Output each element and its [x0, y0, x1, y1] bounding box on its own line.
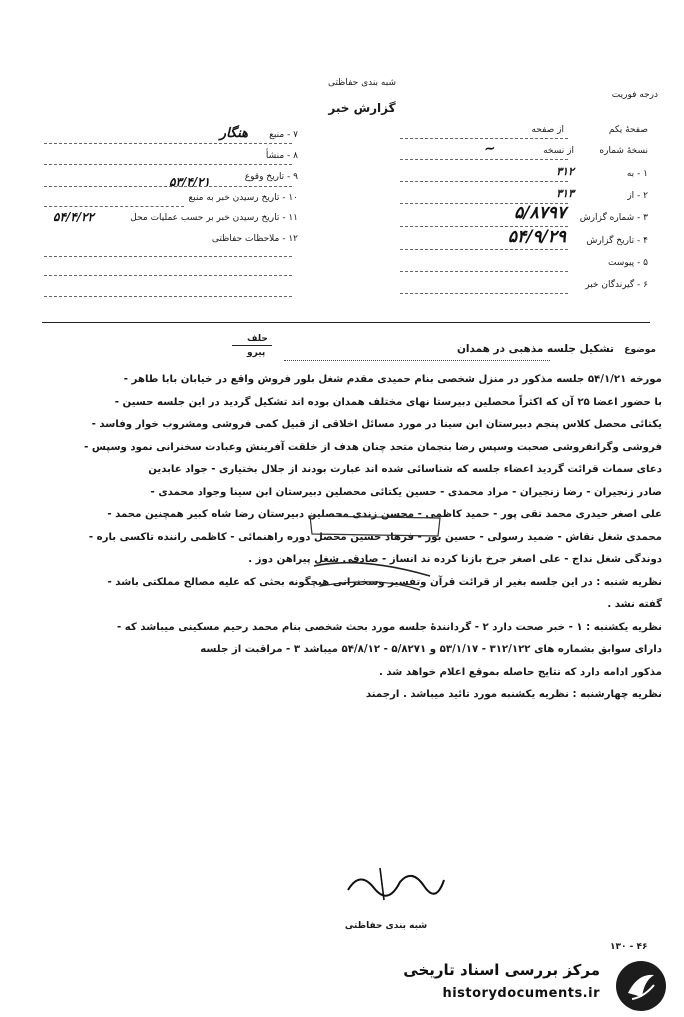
field-label: ۳ - شماره گزارش — [579, 213, 648, 223]
field-label: ۹ - تاریخ وقوع — [244, 172, 298, 182]
section-divider — [42, 322, 650, 323]
body-line: محمدی شغل نقاش - ضمید رسولی - حسین بور - فرهاد حسین محصل دوره راهنمائی - کاظمی راننده تاکسی باره - — [88, 531, 662, 543]
field-label: نسخهٔ شماره — [599, 146, 648, 156]
receipt-date: ۵۴/۴/۲۲ — [53, 210, 94, 224]
field-value: از نسخه — [543, 146, 574, 156]
field-label: ۱۰ - تاریخ رسیدن خبر به منبع — [188, 193, 298, 203]
report-date: ۵۴/۹/۲۹ — [507, 227, 566, 247]
body-line: صادر زنجیران - رضا زنجیران - مراد محمدی - حسین یکتائی محصلین دبیرستان ابن سینا وجواد محمدی - — [150, 486, 662, 498]
field-label: ۱۲ - ملاحظات حفاظتی — [211, 234, 298, 244]
handwritten-mark: ~ — [482, 140, 497, 158]
report-number: ۵/۸۷۹۷ — [514, 203, 566, 223]
field-label: ۱ - به — [626, 169, 648, 179]
body-line: دوندگی شغل نداج - علی اصغر جرخ بازنا کرده ند انساز - صادقی شغل پیراهن دوز . — [248, 554, 662, 565]
field-label: صفحهٔ یکم — [608, 125, 648, 135]
field-label: ۶ - گیرندگان خبر — [585, 280, 648, 290]
body-line: گفته نشد . — [607, 599, 662, 610]
stamp-scribble — [300, 506, 450, 596]
occurrence-date: ۵۳/۴/۲۱ — [169, 175, 210, 189]
body-line: نظریه شنبه : در این جلسه بغیر از قرائت قرآن وتفسیر وسخنرانی هیچگونه بحثی که علیه مصالح مملکتی باشد - — [107, 576, 662, 588]
body-line: فروشی وگرانفروشی صحبت وسپس رضا بنجمان متحد چنان هدف از خلقت آفرینش وعبادت سخنرانی نمود وسپس - — [84, 441, 662, 453]
body-line: نظریه چهارشنبه : نظریه یکشنبه مورد تائید میباشد . ارجمند — [365, 689, 662, 700]
form-number: ۱۳۰ - ۴۶ — [610, 942, 648, 952]
body-line: مذکور ادامه دارد که نتایج حاصله بموقع اعلام خواهد شد . — [378, 666, 662, 678]
body-line: مورخه ۵۴/۱/۲۱ جلسه مذکور در منزل شخصی بنام حمیدی مقدم شغل بلور فروش واقع در خیابان بابا طاهر - — [123, 374, 662, 385]
source-value: هنگار — [219, 126, 248, 141]
urgency-label: درجه فوریت — [611, 90, 658, 100]
body-line: با حضور اعضا ۲۵ آن که اکثراً محصلین دبیرستا نهای مختلف همدان بوده اند تشکیل گردید در این جلسه حسین - — [114, 396, 662, 408]
field-value: از صفحه — [531, 125, 564, 135]
side-note-bottom: پیرو — [247, 348, 266, 358]
field-label: ۱۱ - تاریخ رسیدن خبر بر حسب عملیات محل — [130, 213, 298, 223]
field-value: ۳۱۳ — [556, 187, 574, 200]
side-note-divider — [232, 345, 272, 346]
body-line: نظریه یکشنبه : ۱ - خبر صحت دارد ۲ - گردانندهٔ جلسه مورد بحث شخصی بنام محمد رحیم مسکینی میباشد که - — [116, 621, 662, 633]
body-line: یکتائی محصل کلاس پنجم دبیرستان ابن سینا در مورد مسائل اخلاقی از قبیل کمی فروشی ومشروب خوار وفاسد - — [91, 419, 662, 430]
subject-value: تشکیل جلسه مذهبی در همدان — [456, 343, 614, 355]
field-value: ۳۱۲ — [556, 165, 574, 178]
field-label: ۸ - منشأ — [265, 151, 298, 161]
body-line: علی اصغر حیدری محمد تقی پور - حمید کاظمی - محسن زندی محصلین دبیرستان رضا شاه کبیر همچنین محمد - — [107, 509, 662, 520]
field-label: ۴ - تاریخ گزارش — [586, 236, 648, 246]
field-label: ۷ - منبع — [269, 130, 298, 140]
watermark-title: مرکز بررسی اسناد تاریخی — [403, 961, 600, 979]
header-title: گزارش خبر — [328, 101, 396, 115]
archive-logo-icon — [614, 959, 668, 1013]
watermark-url: historydocuments.ir — [442, 986, 600, 1001]
header-dept: شبه بندی حفاظتی — [327, 78, 397, 88]
subject-label: موضوع — [624, 345, 656, 355]
body-line: دارای سوابق بشماره های ۳۱۲/۱۲۲ - ۵۳/۱/۱۷ و ۵/۸۲۷۱ - ۵۴/۸/۱۲ میباشد ۳ - مراقبت از جلسه — [200, 644, 662, 655]
field-label: ۲ - از — [627, 191, 648, 201]
footer-dept: شبه بندی حفاظتی — [344, 921, 428, 931]
side-note-top: حلف — [247, 334, 268, 344]
body-line: دعای سمات قرائت گردید اعضاء جلسه که شناسائی شده اند عبارت بودند از جلال بختیاری - جواد عابدین — [148, 464, 662, 475]
field-label: ۵ - پیوست — [607, 258, 648, 268]
